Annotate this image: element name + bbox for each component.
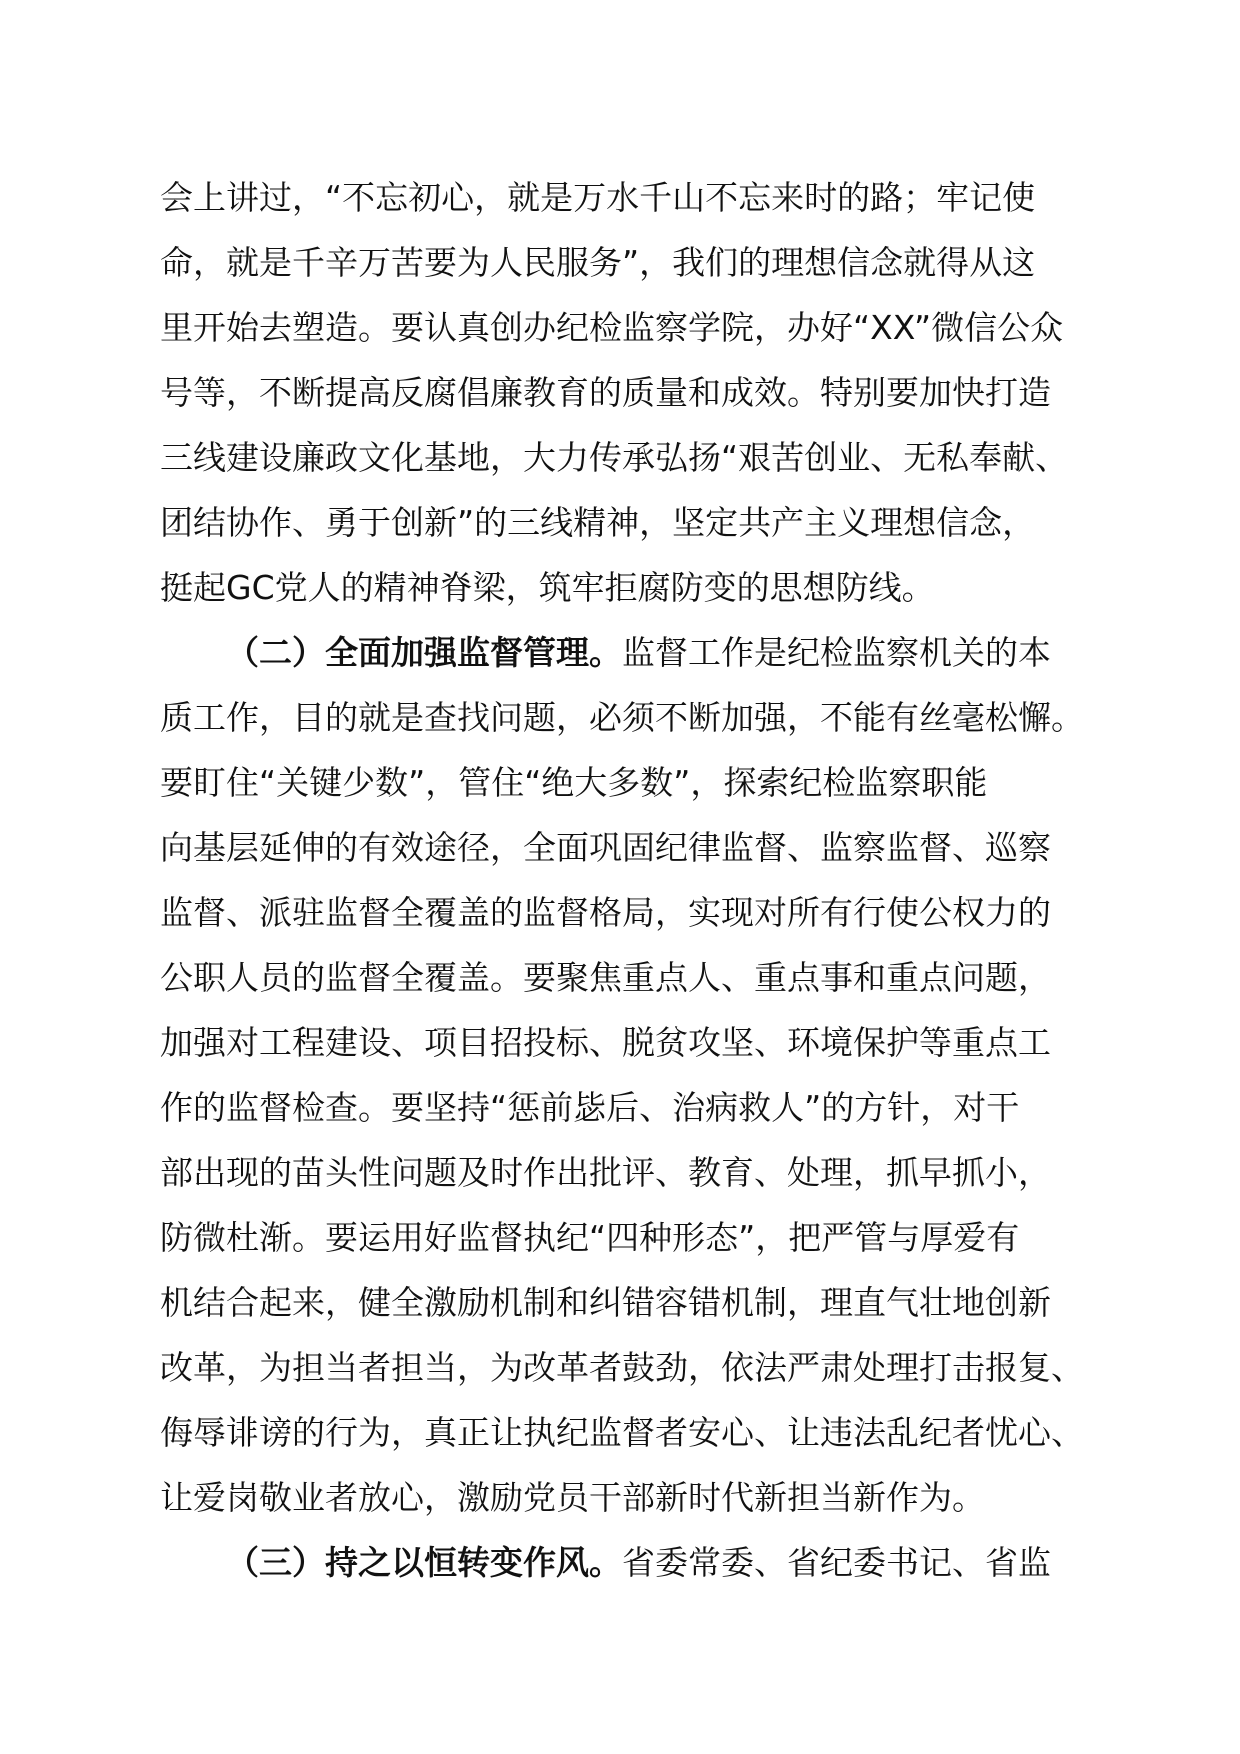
paragraph-first-line [160, 620, 1110, 685]
text-line: 加强对工程建设、项目招投标、脱贫攻坚、环境保护等重点工 [160, 1023, 1051, 1062]
section-heading-supervision: （二）全面加强监督管理。 [226, 633, 622, 672]
text-line: 让爱岗敬业者放心，激励党员干部新时代新担当新作为。 [160, 1478, 985, 1517]
paragraph-first-line [160, 1530, 1110, 1595]
text-line: 里开始去塑造。要认真创办纪检监察学院，办好“XX”微信公众 [160, 308, 1064, 347]
text-line: 机结合起来，健全激励机制和纠错容错机制，理直气壮地创新 [160, 1283, 1051, 1322]
paragraph-supervision [160, 620, 1110, 1530]
text-line: 质工作，目的就是查找问题，必须不断加强，不能有丝毫松懈。 [160, 698, 1084, 737]
text-line: 改革，为担当者担当，为改革者鼓劲，依法严肃处理打击报复、 [160, 1348, 1084, 1387]
text-line: 要盯住“关键少数”，管住“绝大多数”，探索纪检监察职能 [160, 763, 988, 802]
text-line: 团结协作、勇于创新”的三线精神，坚定共产主义理想信念， [160, 503, 1036, 542]
text-line: 挺起GC党人的精神脊梁，筑牢拒腐防变的思想防线。 [160, 568, 935, 607]
text-run: 省委常委、省纪委书记、省监 [622, 1543, 1051, 1582]
text-line: 作的监督检查。要坚持“惩前毖后、治病救人”的方针，对干 [160, 1088, 1020, 1127]
text-line: 监督、派驻监督全覆盖的监督格局，实现对所有行使公权力的 [160, 893, 1051, 932]
text-line: 号等，不断提高反腐倡廉教育的质量和成效。特别要加快打造 [160, 373, 1051, 412]
paragraph-work-style [160, 1530, 1110, 1595]
text-line: 三线建设廉政文化基地，大力传承弘扬“艰苦创业、无私奉献、 [160, 438, 1069, 477]
text-line: 公职人员的监督全覆盖。要聚焦重点人、重点事和重点问题， [160, 958, 1051, 997]
text-line: 防微杜渐。要运用好监督执纪“四种形态”，把严管与厚爱有 [160, 1218, 1020, 1257]
text-line: 命，就是千辛万苦要为人民服务”，我们的理想信念就得从这 [160, 243, 1036, 282]
text-line: 会上讲过，“不忘初心，就是万水千山不忘来时的路；牢记使 [160, 178, 1036, 217]
text-line: 侮辱诽谤的行为，真正让执纪监督者安心、让违法乱纪者忧心、 [160, 1413, 1084, 1452]
section-heading-work-style: （三）持之以恒转变作风。 [226, 1543, 622, 1582]
text-line: 部出现的苗头性问题及时作出批评、教育、处理，抓早抓小， [160, 1153, 1051, 1192]
text-run: 监督工作是纪检监察机关的本 [622, 633, 1051, 672]
paragraph-ideals [160, 165, 1110, 620]
document-body [160, 165, 1110, 1595]
text-line: 向基层延伸的有效途径，全面巩固纪律监督、监察监督、巡察 [160, 828, 1051, 867]
